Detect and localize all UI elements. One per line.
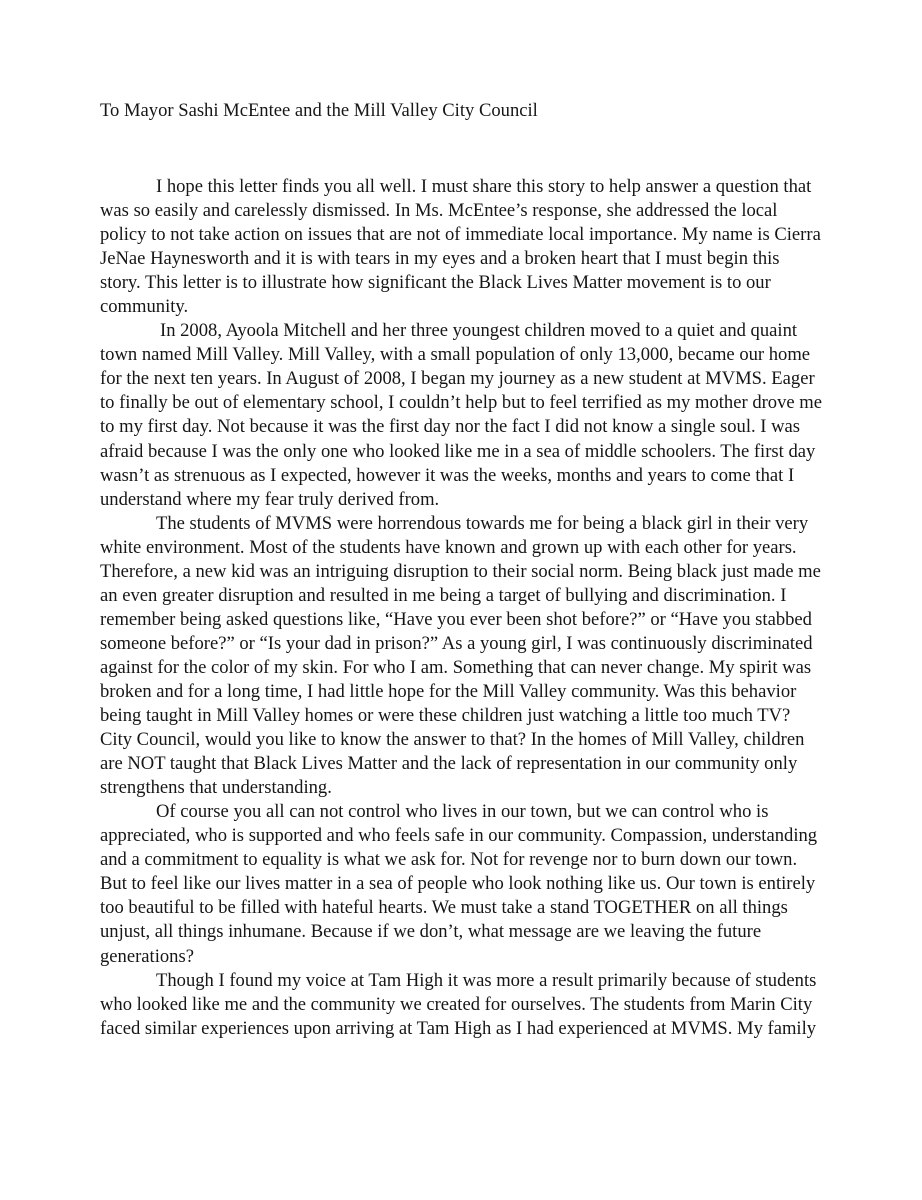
text-line: against for the color of my skin. For who I am. Something that can never change. My spirit was [100,656,812,678]
text-line: Therefore, a new kid was an intriguing disruption to their social norm. Being black just made me [100,560,821,582]
text-line: JeNae Haynesworth and it is with tears in my eyes and a broken heart that I must begin this [100,248,780,270]
text-line: an even greater disruption and resulted in me being a target of bullying and discrimination. I [100,584,787,606]
text-line: The students of MVMS were horrendous towards me for being a black girl in their very [156,512,809,534]
text-line: who looked like me and the community we created for ourselves. The students from Marin City [100,993,813,1015]
text-line: story. This letter is to illustrate how significant the Black Lives Matter movement is to our [100,272,771,294]
paragraph-3 [100,512,840,801]
text-line: are NOT taught that Black Lives Matter and the lack of representation in our community only [100,753,798,775]
text-line: Though I found my voice at Tam High it was more a result primarily because of students [156,969,817,991]
text-line: broken and for a long time, I had little hope for the Mill Valley community. Was this behavior [100,680,797,702]
text-line: generations? [100,945,194,967]
text-line: I hope this letter finds you all well. I must share this story to help answer a question that [156,176,812,197]
text-line: City Council, would you like to know the answer to that? In the homes of Mill Valley, children [100,729,805,751]
text-line: Of course you all can not control who lives in our town, but we can control who is [156,801,769,823]
text-line: being taught in Mill Valley homes or were these children just watching a little too much TV? [100,705,791,727]
letter-salutation: To Mayor Sashi McEntee and the Mill Valley City Council [100,100,538,121]
text-line: afraid because I was the only one who looked like me in a sea of middle schoolers. The first day [100,440,816,462]
text-line: remember being asked questions like, “Have you ever been shot before?” or “Have you stabbed [100,608,812,630]
text-line: wasn’t as strenuous as I expected, however it was the weeks, months and years to come that I [100,464,795,486]
text-line: town named Mill Valley. Mill Valley, with a small population of only 13,000, became our home [100,344,811,366]
text-line: strengthens that understanding. [100,777,332,799]
text-line: But to feel like our lives matter in a sea of people who look nothing like us. Our town is entirely [100,873,816,895]
text-line: community. [100,296,189,318]
text-line: to my first day. Not because it was the first day nor the fact I did not know a single soul. I was [100,416,801,438]
paragraph-4 [100,800,840,968]
text-line: appreciated, who is supported and who feels safe in our community. Compassion, understanding [100,825,818,847]
text-line: too beautiful to be filled with hateful hearts. We must take a stand TOGETHER on all things [100,897,788,919]
text-line: faced similar experiences upon arriving at Tam High as I had experienced at MVMS. My family [100,1017,817,1039]
text-line: In 2008, Ayoola Mitchell and her three youngest children moved to a quiet and quaint [160,320,798,342]
paragraph-5 [100,969,840,1041]
paragraph-2 [100,319,840,511]
text-line: was so easily and carelessly dismissed. In Ms. McEntee’s response, she addressed the local [100,200,778,222]
text-line: white environment. Most of the students have known and grown up with each other for years. [100,536,797,558]
text-line: to finally be out of elementary school, I couldn’t help but to feel terrified as my mother drove me [100,392,823,414]
text-line: someone before?” or “Is your dad in prison?” As a young girl, I was continuously discriminated [100,632,813,654]
letter-body [100,175,840,1041]
text-line: policy to not take action on issues that are not of immediate local importance. My name is Cierra [100,224,821,246]
text-line: for the next ten years. In August of 2008, I began my journey as a new student at MVMS. Eager [100,368,815,390]
text-line: unjust, all things inhumane. Because if we don’t, what message are we leaving the future [100,921,762,943]
text-line: and a commitment to equality is what we ask for. Not for revenge nor to burn down our town. [100,849,798,871]
text-line: understand where my fear truly derived from. [100,488,440,510]
paragraph-1 [100,175,840,319]
